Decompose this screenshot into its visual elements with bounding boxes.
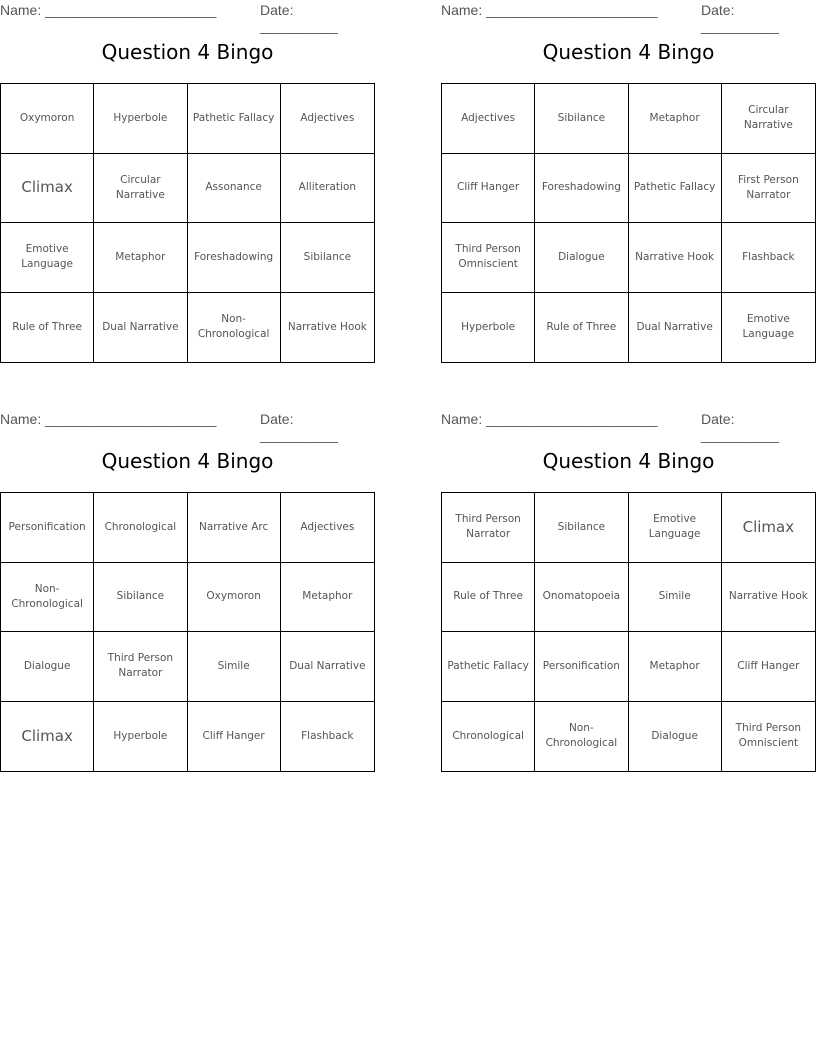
bingo-cell (722, 493, 815, 563)
bingo-cell-label: Adjectives (461, 111, 516, 124)
bingo-cell (281, 493, 374, 563)
bingo-cell (1, 223, 94, 293)
bingo-cell-label: Narrative Arc (198, 520, 269, 533)
bingo-cell (281, 84, 374, 154)
bingo-cell (188, 632, 281, 702)
bingo-cell-label: Adjectives (300, 520, 355, 533)
bingo-cell (94, 493, 187, 563)
bingo-cell (281, 702, 374, 772)
bingo-cell-label: Sibilance (557, 111, 606, 124)
bingo-cell-label: Dialogue (23, 659, 71, 672)
bingo-cell-label: Hyperbole (461, 320, 516, 333)
bingo-cell-label: Metaphor (115, 250, 166, 263)
bingo-grid (0, 83, 375, 363)
bingo-cell-label: Assonance (205, 181, 262, 194)
bingo-cell-label: Simile (217, 659, 250, 672)
bingo-cell-label: Dual Narrative (636, 320, 713, 333)
bingo-cell (94, 632, 187, 702)
bingo-cell (442, 223, 535, 293)
bingo-cell (1, 293, 94, 363)
bingo-cell-label: Metaphor (649, 659, 700, 672)
bingo-cell (281, 154, 374, 224)
bingo-cell-label: Personification (542, 659, 620, 672)
bingo-cell (722, 223, 815, 293)
card-title: Question 4 Bingo (101, 449, 274, 473)
card-title: Question 4 Bingo (542, 40, 715, 64)
bingo-cell-label: Pathetic Fallacy (192, 111, 275, 124)
bingo-cell-label: Hyperbole (113, 111, 168, 124)
date-field-label: Date: __________ (260, 2, 338, 34)
name-date-row (441, 411, 816, 443)
bingo-cell-label: Flashback (742, 250, 795, 263)
bingo-cell (188, 293, 281, 363)
bingo-cell-label: Pathetic Fallacy (447, 659, 529, 672)
bingo-cell (535, 702, 628, 772)
bingo-cell-label: Non-Chronological (197, 313, 270, 341)
bingo-cell (442, 84, 535, 154)
bingo-cell (629, 84, 722, 154)
bingo-cell-label: Simile (658, 590, 691, 603)
bingo-cell-label: Circular Narrative (743, 104, 793, 132)
bingo-cell-label: Third Person Omniscient (735, 722, 802, 750)
bingo-cell-label: Narrative Hook (635, 250, 715, 263)
bingo-cell (94, 84, 187, 154)
bingo-cell-label: Dual Narrative (102, 320, 179, 333)
name-field-label: Name: ______________________ (0, 2, 217, 18)
card-title: Question 4 Bingo (101, 40, 274, 64)
bingo-cell-label: Hyperbole (113, 729, 168, 742)
bingo-cell-label: Third Person Omniscient (455, 243, 521, 271)
bingo-cell-label: Cliff Hanger (737, 659, 800, 672)
bingo-cell-label: Third Person Narrator (455, 513, 521, 541)
bingo-cell-label: Metaphor (649, 111, 700, 124)
bingo-cell (629, 563, 722, 633)
bingo-cell (442, 493, 535, 563)
bingo-cell-label: Climax (21, 726, 73, 745)
bingo-cell-label: Emotive Language (21, 243, 74, 271)
name-field-label: Name: ______________________ (0, 411, 217, 427)
bingo-cell-label: Cliff Hanger (202, 729, 265, 742)
bingo-cell (1, 493, 94, 563)
name-date-row (0, 411, 375, 443)
bingo-cell-label: Climax (21, 178, 73, 197)
bingo-cell (188, 154, 281, 224)
bingo-cell-label: Rule of Three (546, 320, 617, 333)
bingo-cell (722, 84, 815, 154)
bingo-cell-label: Flashback (301, 729, 354, 742)
bingo-cell-label: Oxymoron (206, 590, 261, 603)
bingo-cell (442, 632, 535, 702)
bingo-grid (0, 492, 375, 772)
bingo-cell-label: Emotive Language (742, 313, 795, 341)
bingo-cell (442, 154, 535, 224)
bingo-cell-label: Adjectives (300, 111, 355, 124)
bingo-grid (441, 492, 816, 772)
bingo-cell-label: Foreshadowing (541, 181, 621, 194)
bingo-cell (188, 563, 281, 633)
bingo-cell (1, 563, 94, 633)
bingo-cell (722, 702, 815, 772)
bingo-cell (442, 293, 535, 363)
bingo-cell (629, 293, 722, 363)
bingo-cell (629, 632, 722, 702)
bingo-cell-label: Dialogue (651, 729, 698, 742)
bingo-cell (629, 493, 722, 563)
bingo-cell (281, 293, 374, 363)
bingo-cell-label: Circular Narrative (115, 173, 165, 201)
bingo-cell (722, 154, 815, 224)
bingo-cell (629, 154, 722, 224)
bingo-cell-label: Foreshadowing (194, 250, 274, 263)
bingo-cell-label: Narrative Hook (728, 590, 808, 603)
name-date-row (0, 2, 375, 34)
bingo-cell-label: Sibilance (303, 250, 352, 263)
bingo-cell-label: Third Person Narrator (107, 652, 174, 680)
bingo-cell (1, 84, 94, 154)
bingo-cell (535, 154, 628, 224)
bingo-cell (722, 293, 815, 363)
bingo-cell (722, 563, 815, 633)
bingo-cell (629, 223, 722, 293)
bingo-cell-label: Alliteration (298, 181, 357, 194)
bingo-cell (94, 223, 187, 293)
bingo-cell (629, 702, 722, 772)
date-field-label: Date: __________ (260, 411, 338, 443)
bingo-cell (1, 632, 94, 702)
bingo-cell (94, 563, 187, 633)
bingo-cell (535, 632, 628, 702)
bingo-cell (188, 84, 281, 154)
bingo-cell (442, 702, 535, 772)
bingo-cell (188, 702, 281, 772)
bingo-cell (94, 702, 187, 772)
bingo-cell-label: Emotive Language (648, 513, 701, 541)
card-title: Question 4 Bingo (542, 449, 715, 473)
name-field-label: Name: ______________________ (441, 411, 658, 427)
name-date-row (441, 2, 816, 34)
bingo-cell-label: Sibilance (557, 520, 606, 533)
bingo-cell (722, 632, 815, 702)
bingo-cell-label: Oxymoron (19, 111, 75, 124)
bingo-cell-label: Pathetic Fallacy (633, 181, 716, 194)
bingo-cell (281, 223, 374, 293)
bingo-cell-label: Rule of Three (12, 320, 82, 333)
bingo-cell-label: Cliff Hanger (457, 181, 520, 194)
bingo-cell-label: Rule of Three (453, 590, 523, 603)
bingo-cell (94, 154, 187, 224)
bingo-cell-label: First Person Narrator (738, 173, 799, 201)
bingo-cell (94, 293, 187, 363)
bingo-cell (1, 154, 94, 224)
bingo-cell (188, 223, 281, 293)
bingo-cell-label: Personification (8, 520, 86, 533)
bingo-cell (535, 563, 628, 633)
bingo-cell-label: Dual Narrative (289, 659, 366, 672)
bingo-cell-label: Sibilance (116, 590, 165, 603)
bingo-cell (442, 563, 535, 633)
bingo-cell (535, 293, 628, 363)
bingo-cell-label: Non-Chronological (11, 582, 83, 610)
bingo-cell (281, 632, 374, 702)
date-field-label: Date: __________ (701, 411, 779, 443)
bingo-cell (535, 84, 628, 154)
bingo-cell-label: Climax (742, 517, 795, 536)
bingo-cell (1, 702, 94, 772)
bingo-cell-label: Dialogue (558, 250, 605, 263)
bingo-cell-label: Narrative Hook (287, 320, 367, 333)
bingo-grid (441, 83, 816, 363)
bingo-cell-label: Chronological (104, 520, 177, 533)
bingo-cell (535, 493, 628, 563)
bingo-cell-label: Metaphor (302, 590, 353, 603)
bingo-cell (188, 493, 281, 563)
bingo-cell-label: Non-Chronological (545, 722, 618, 750)
date-field-label: Date: __________ (701, 2, 779, 34)
name-field-label: Name: ______________________ (441, 2, 658, 18)
bingo-cell (535, 223, 628, 293)
bingo-cell (281, 563, 374, 633)
bingo-cell-label: Chronological (452, 729, 524, 742)
bingo-cell-label: Onomatopoeia (542, 590, 621, 603)
